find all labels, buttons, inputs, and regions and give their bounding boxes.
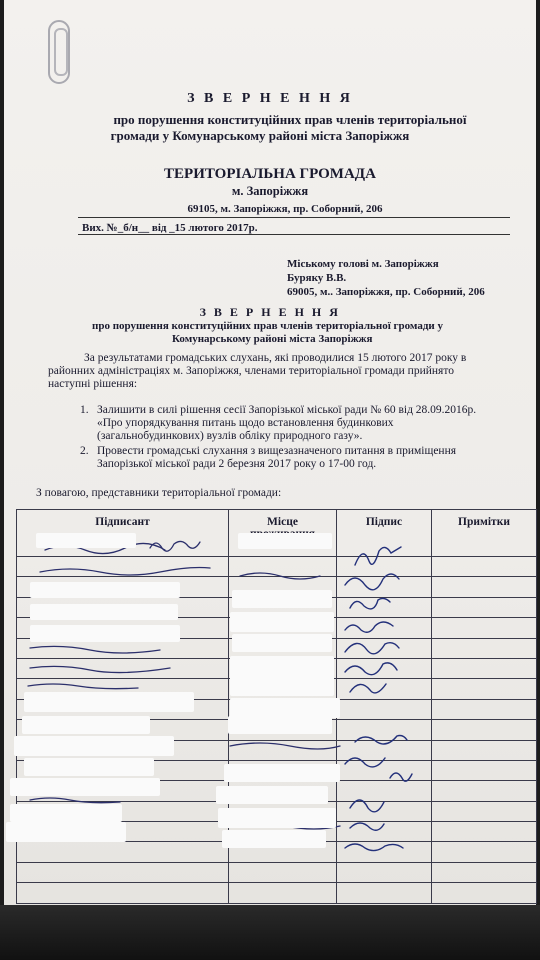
appeal-title: З В Е Р Н Е Н Н Я: [199, 305, 341, 319]
redaction-patch: [30, 604, 178, 620]
org-city: м. Запоріжжя: [231, 184, 309, 198]
handwritten-name: [30, 646, 160, 653]
signature-mark: [345, 622, 393, 632]
header-line-1: про порушення конституційних прав членів територіальної: [113, 112, 467, 127]
redaction-patch: [238, 533, 332, 549]
item-2-number: 2.: [80, 445, 89, 457]
redaction-patch: [22, 716, 150, 734]
redaction-patch: [216, 786, 328, 804]
header-line-2: громади у Комунарському районі міста Запоріжжя: [110, 128, 410, 143]
item-1-line-1: Залишити в силі рішення сесії Запорізької міської ради № 60 від 28.09.2016р.: [97, 404, 477, 416]
redaction-patch: [218, 808, 336, 828]
item-1-line-3: (загальнобудинкових) вузлів обліку природного газу».: [97, 430, 363, 442]
outgoing-number: Вих. №_б/н__ від _15 лютого 2017р.: [82, 222, 258, 234]
redaction-patch: [228, 716, 332, 734]
redaction-patch: [224, 764, 340, 782]
paragraph-1-line-3: наступні рішення:: [48, 378, 138, 390]
addressee-line-3: 69005, м.. Запоріжжя, пр. Соборний, 206: [287, 286, 485, 298]
handwritten-name: [30, 798, 120, 803]
handwritten-name: [40, 568, 210, 576]
signature-mark: [345, 574, 399, 590]
header-title: З В Е Р Н Е Н Н Я: [187, 91, 353, 106]
redaction-patch: [10, 778, 160, 796]
addressee-line-1: Міському голові м. Запоріжжя: [287, 258, 439, 270]
redaction-patch: [230, 698, 340, 718]
signature-mark: [390, 773, 412, 781]
handwritten-name: [30, 666, 170, 672]
item-2-line-1: Провести громадські слухання з вищезазначеного питання в приміщення: [97, 445, 457, 457]
redaction-patch: [232, 590, 332, 608]
item-1-number: 1.: [80, 404, 89, 416]
redaction-patch: [10, 804, 122, 822]
handwritten-residence: [230, 743, 340, 749]
signature-mark: [350, 823, 384, 830]
column-header-signatory: Підписант: [17, 510, 229, 557]
signature-mark: [355, 736, 407, 745]
column-header-notes: Примітки: [432, 510, 537, 557]
redaction-patch: [222, 830, 326, 848]
paragraph-1-line-1: За результатами громадських слухань, які проводилися 15 лютого 2017 року в: [84, 352, 467, 364]
org-name: ТЕРИТОРІАЛЬНА ГРОМАДА: [164, 166, 376, 182]
signature-mark: [350, 800, 384, 812]
item-2-line-2: Запорізької міської ради 2 березня 2017 року о 17-00 год.: [97, 458, 377, 470]
signature-mark: [345, 643, 399, 654]
redaction-patch: [230, 656, 334, 696]
appeal-line-1: про порушення конституційних прав членів територіальної громади у: [92, 320, 443, 332]
redaction-patch: [24, 758, 154, 776]
column-header-residence: Місце: [229, 510, 337, 557]
redaction-patch: [24, 692, 194, 712]
signature-mark: [350, 598, 390, 609]
redaction-patch: [232, 634, 332, 652]
item-1-line-2: «Про упорядкування питань щодо встановлення будинкових: [97, 417, 394, 429]
org-address: 69105, м. Запоріжжя, пр. Соборний, 206: [187, 203, 383, 215]
redaction-patch: [30, 582, 180, 598]
redaction-patch: [36, 533, 136, 548]
appeal-line-2: Комунарському районі міста Запоріжжя: [172, 333, 373, 345]
handwritten-name: [28, 684, 138, 689]
column-header-signature: Підпис: [337, 510, 432, 557]
handwritten-residence: [240, 573, 320, 579]
signature-mark: [345, 663, 397, 675]
redaction-patch: [6, 822, 126, 842]
signature-mark: [355, 547, 401, 565]
redaction-patch: [14, 736, 174, 756]
paragraph-1-line-2: районних адміністраціях м. Запоріжжя, членами територіальної громади прийнято: [48, 365, 454, 377]
signature-mark: [345, 758, 385, 767]
redaction-patch: [230, 612, 334, 632]
closing-line: З повагою, представники територіальної громади:: [36, 487, 282, 499]
signature-mark: [345, 844, 403, 851]
signature-mark: [350, 684, 386, 693]
redaction-patch: [30, 625, 180, 642]
desk-surface: [0, 905, 540, 960]
addressee-line-2: Буряку В.В.: [287, 272, 347, 284]
